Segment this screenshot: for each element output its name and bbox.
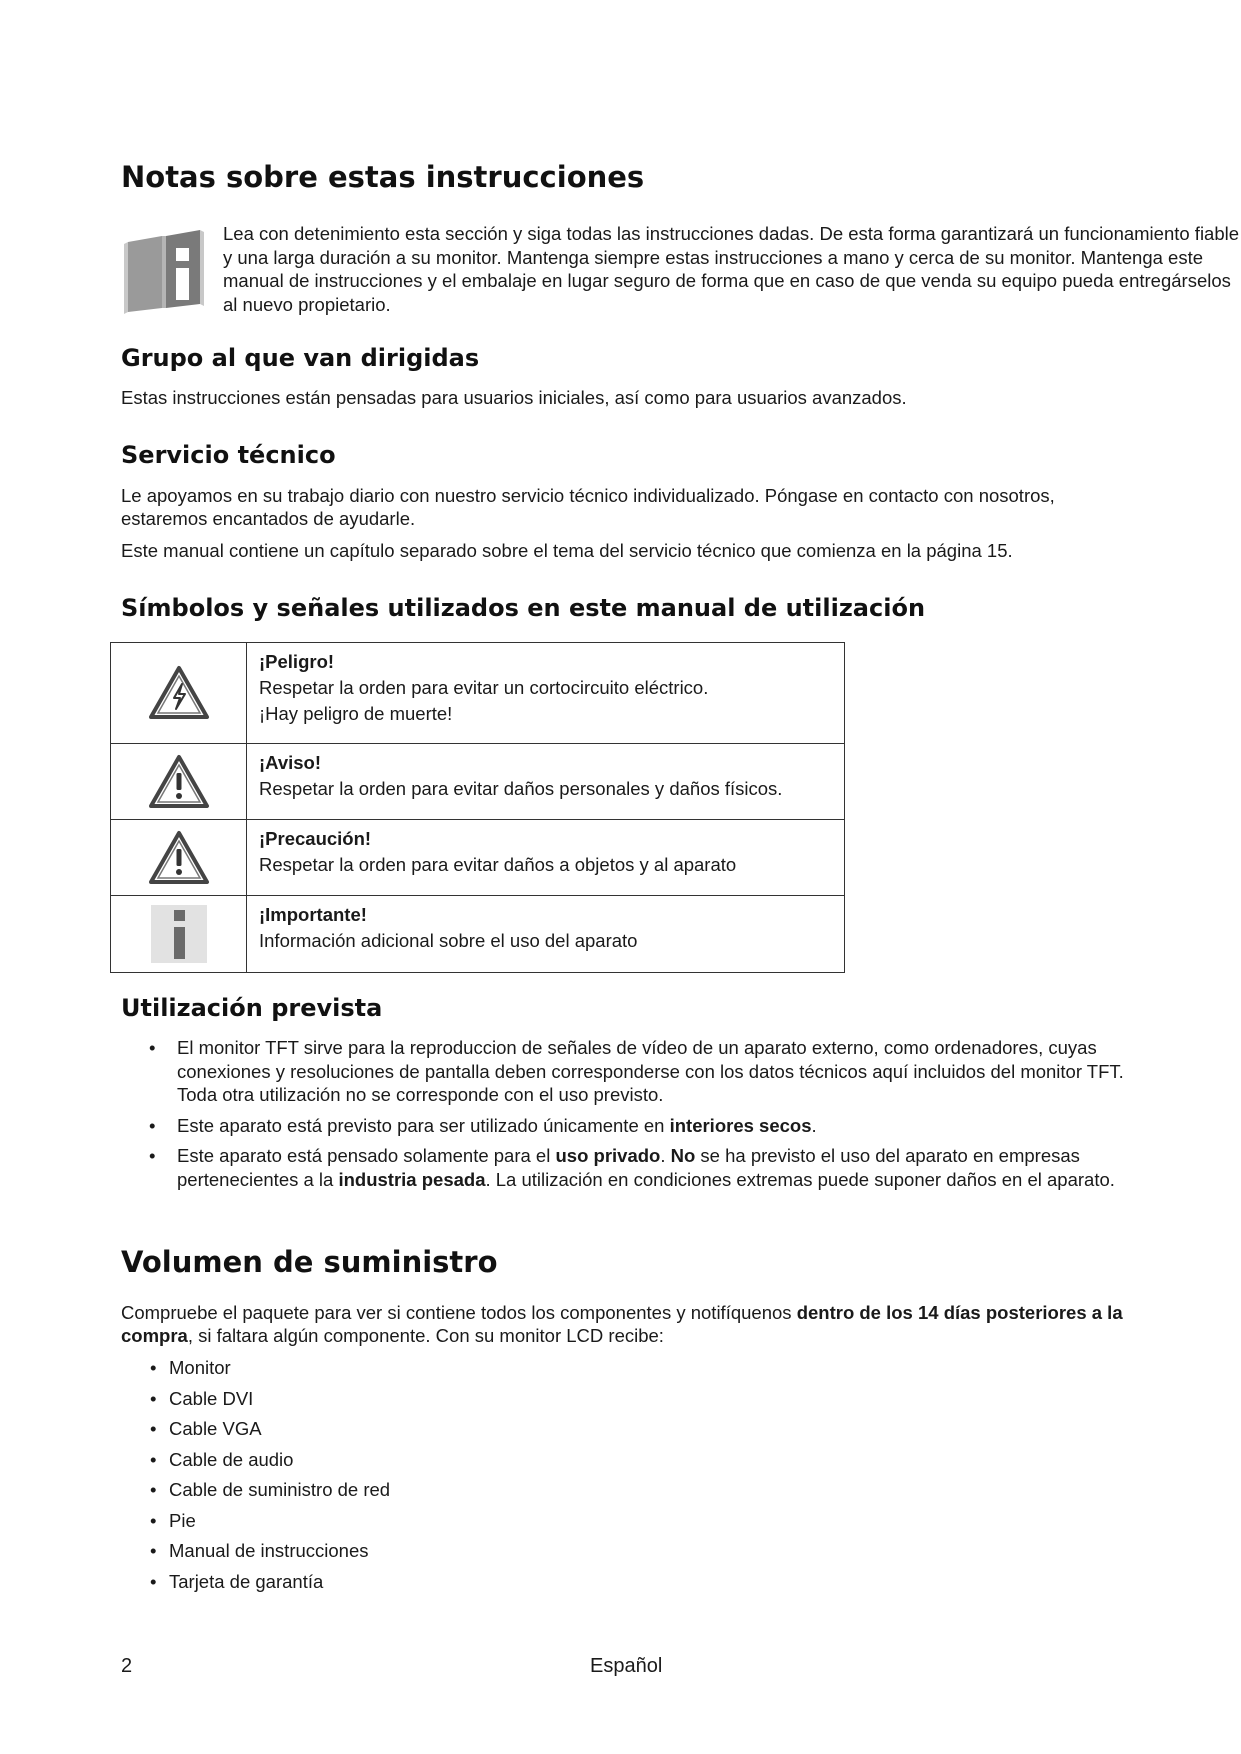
list-item: • Este aparato está pensado solamente para el uso privado. No se ha previsto el uso del aparato en empresas pertenecientes a la industria pesada. La utilización en condiciones extremas puede suponer daños en el aparato. — [121, 1144, 1141, 1191]
list-item: • Monitor — [121, 1353, 821, 1384]
notes-heading: Notas sobre estas instrucciones — [121, 160, 645, 194]
footer-language: Español — [590, 1655, 663, 1677]
list-item: • Manual de instrucciones — [121, 1536, 821, 1567]
symbol-description: Respetar la orden para evitar daños personales y daños físicos. — [259, 778, 783, 799]
symbol-title: ¡Precaución! — [259, 828, 372, 849]
supply-heading: Volumen de suministro — [121, 1245, 498, 1279]
symbol-row — [111, 744, 845, 820]
symbol-description: Respetar la orden para evitar un cortocircuito eléctrico. ¡Hay peligro de muerte! — [259, 677, 709, 724]
symbol-title: ¡Importante! — [259, 904, 367, 925]
service-text-2: Este manual contiene un capítulo separado sobre el tema del servicio técnico que comienza en la página 15. — [121, 540, 1013, 561]
list-item: • Cable VGA — [121, 1414, 821, 1445]
list-item: • Cable de suministro de red — [121, 1475, 821, 1506]
symbol-description: Respetar la orden para evitar daños a objetos y al aparato — [259, 854, 737, 875]
caution-exclamation-icon — [148, 830, 210, 886]
symbols-heading: Símbolos y señales utilizados en este manual de utilización — [121, 594, 926, 622]
list-item: • El monitor TFT sirve para la reproduccion de señales de vídeo de un aparato externo, como ordenadores, cuyas conexiones y resoluciones de pantalla deben corresponderse con los datos técnicos aquí incluidos del monitor TFT. Toda otra utilización no se corresponde con el uso previsto. — [121, 1036, 1141, 1107]
symbols-table — [110, 642, 845, 973]
list-item: • Cable de audio — [121, 1445, 821, 1476]
list-item: • Cable DVI — [121, 1384, 821, 1415]
audience-heading: Grupo al que van dirigidas — [121, 344, 480, 372]
info-icon — [151, 905, 207, 963]
service-heading: Servicio técnico — [121, 441, 336, 469]
page-number: 2 — [121, 1655, 133, 1677]
symbol-row — [111, 820, 845, 896]
supply-intro: Compruebe el paquete para ver si contiene todos los componentes y notifíquenos dentro de los 14 días posteriores a la compra, si faltara algún componente. Con su monitor LCD recibe: — [121, 1302, 1123, 1346]
list-item: • Tarjeta de garantía — [121, 1567, 821, 1598]
info-book-icon — [122, 228, 206, 314]
usage-list — [121, 1036, 1141, 1198]
notes-text: Lea con detenimiento esta sección y siga todas las instrucciones dadas. De esta forma garantizará un funcionamiento fiable y una larga duración a su monitor. Mantenga siempre estas instrucciones a mano y cerca de su monitor. Mantenga este manual de instrucciones y el embalaje en lugar seguro de forma que en caso de que venda su equipo pueda entregárselos al nuevo propietario. — [223, 223, 1240, 315]
symbol-title: ¡Peligro! — [259, 651, 335, 672]
service-text-1: Le apoyamos en su trabajo diario con nuestro servicio técnico individualizado. Póngase en contacto con nosotros, estaremos encantados de ayudarle. — [121, 485, 1055, 529]
symbol-row — [111, 643, 845, 744]
audience-text: Estas instrucciones están pensadas para usuarios iniciales, así como para usuarios avanzados. — [121, 387, 907, 408]
list-item: • Pie — [121, 1506, 821, 1537]
supply-list — [121, 1353, 821, 1597]
warning-exclamation-icon — [148, 754, 210, 810]
electric-hazard-icon — [148, 665, 210, 721]
list-item: • Este aparato está previsto para ser utilizado únicamente en interiores secos. — [121, 1114, 1141, 1138]
usage-heading: Utilización prevista — [121, 994, 383, 1022]
symbol-description: Información adicional sobre el uso del aparato — [259, 930, 638, 951]
symbol-title: ¡Aviso! — [259, 752, 322, 773]
symbol-row — [111, 896, 845, 973]
